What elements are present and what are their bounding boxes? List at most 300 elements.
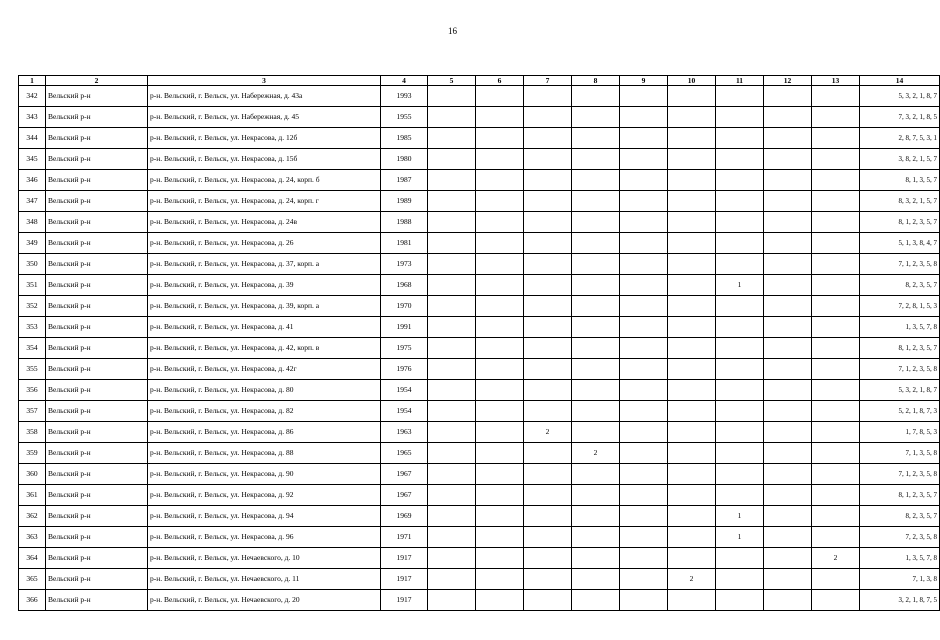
col-6-cell (476, 422, 524, 443)
col-11-cell: 1 (716, 506, 764, 527)
col-12-cell (764, 317, 812, 338)
address-cell: р-н. Вельский, г. Вельск, ул. Некрасова, д. 42г (148, 359, 381, 380)
col-10-cell (668, 338, 716, 359)
col-11-cell (716, 128, 764, 149)
col-13-cell (812, 212, 860, 233)
table-row (19, 338, 940, 359)
col-8-cell (572, 275, 620, 296)
col-7-cell (524, 275, 572, 296)
col-10-cell (668, 422, 716, 443)
col-12-cell (764, 296, 812, 317)
codes-cell: 8, 2, 3, 5, 7 (860, 506, 940, 527)
district-cell: Вельский р-н (46, 296, 148, 317)
codes-cell: 7, 1, 3, 5, 8 (860, 443, 940, 464)
table-row (19, 212, 940, 233)
column-header-5: 5 (428, 76, 476, 86)
table-row (19, 569, 940, 590)
col-13-cell (812, 170, 860, 191)
address-cell: р-н. Вельский, г. Вельск, ул. Нечаевского, д. 11 (148, 569, 381, 590)
address-cell: р-н. Вельский, г. Вельск, ул. Некрасова, д. 24, корп. б (148, 170, 381, 191)
year-cell: 1969 (381, 506, 428, 527)
table-row (19, 86, 940, 107)
col-8-cell (572, 86, 620, 107)
col-8-cell (572, 317, 620, 338)
codes-cell: 7, 1, 2, 3, 5, 8 (860, 464, 940, 485)
col-12-cell (764, 149, 812, 170)
col-10-cell (668, 128, 716, 149)
address-cell: р-н. Вельский, г. Вельск, ул. Некрасова, д. 88 (148, 443, 381, 464)
col-5-cell (428, 149, 476, 170)
col-7-cell (524, 506, 572, 527)
col-9-cell (620, 506, 668, 527)
address-cell: р-н. Вельский, г. Вельск, ул. Некрасова, д. 86 (148, 422, 381, 443)
col-10-cell (668, 590, 716, 611)
col-11-cell (716, 149, 764, 170)
district-cell: Вельский р-н (46, 107, 148, 128)
year-cell: 1954 (381, 401, 428, 422)
year-cell: 1976 (381, 359, 428, 380)
address-cell: р-н. Вельский, г. Вельск, ул. Некрасова, д. 82 (148, 401, 381, 422)
col-8-cell (572, 233, 620, 254)
row-number: 365 (19, 569, 46, 590)
row-number: 347 (19, 191, 46, 212)
row-number: 362 (19, 506, 46, 527)
table-row (19, 191, 940, 212)
year-cell: 1988 (381, 212, 428, 233)
col-13-cell (812, 107, 860, 128)
table-row (19, 590, 940, 611)
col-13-cell (812, 128, 860, 149)
col-12-cell (764, 569, 812, 590)
col-12-cell (764, 191, 812, 212)
col-7-cell (524, 149, 572, 170)
col-6-cell (476, 359, 524, 380)
row-number: 349 (19, 233, 46, 254)
col-6-cell (476, 128, 524, 149)
col-11-cell: 1 (716, 275, 764, 296)
district-cell: Вельский р-н (46, 212, 148, 233)
col-9-cell (620, 548, 668, 569)
col-5-cell (428, 170, 476, 191)
col-6-cell (476, 443, 524, 464)
col-10-cell (668, 275, 716, 296)
codes-cell: 7, 2, 8, 1, 5, 3 (860, 296, 940, 317)
col-13-cell (812, 233, 860, 254)
col-8-cell (572, 296, 620, 317)
col-6-cell (476, 233, 524, 254)
table-row (19, 254, 940, 275)
col-6-cell (476, 212, 524, 233)
col-6-cell (476, 107, 524, 128)
year-cell: 1967 (381, 464, 428, 485)
col-8-cell (572, 107, 620, 128)
district-cell: Вельский р-н (46, 233, 148, 254)
district-cell: Вельский р-н (46, 380, 148, 401)
row-number: 346 (19, 170, 46, 191)
col-8-cell (572, 569, 620, 590)
col-6-cell (476, 275, 524, 296)
col-12-cell (764, 422, 812, 443)
col-6-cell (476, 485, 524, 506)
col-13-cell (812, 506, 860, 527)
col-9-cell (620, 149, 668, 170)
table-row (19, 296, 940, 317)
col-10-cell (668, 380, 716, 401)
col-6-cell (476, 170, 524, 191)
col-11-cell (716, 296, 764, 317)
col-6-cell (476, 569, 524, 590)
col-8-cell (572, 212, 620, 233)
col-8-cell (572, 191, 620, 212)
col-11-cell (716, 359, 764, 380)
col-9-cell (620, 191, 668, 212)
col-11-cell (716, 254, 764, 275)
col-5-cell (428, 128, 476, 149)
col-11-cell (716, 422, 764, 443)
year-cell: 1987 (381, 170, 428, 191)
col-5-cell (428, 338, 476, 359)
col-7-cell: 2 (524, 422, 572, 443)
col-7-cell (524, 170, 572, 191)
codes-cell: 8, 1, 2, 3, 5, 7 (860, 485, 940, 506)
col-13-cell (812, 338, 860, 359)
table-row (19, 548, 940, 569)
codes-cell: 8, 2, 3, 5, 7 (860, 275, 940, 296)
col-10-cell (668, 485, 716, 506)
column-header-8: 8 (572, 76, 620, 86)
row-number: 357 (19, 401, 46, 422)
col-11-cell (716, 212, 764, 233)
codes-cell: 5, 1, 3, 8, 4, 7 (860, 233, 940, 254)
col-11-cell (716, 338, 764, 359)
col-9-cell (620, 128, 668, 149)
col-10-cell: 2 (668, 569, 716, 590)
row-number: 363 (19, 527, 46, 548)
col-5-cell (428, 359, 476, 380)
col-10-cell (668, 254, 716, 275)
codes-cell: 7, 1, 2, 3, 5, 8 (860, 254, 940, 275)
col-11-cell (716, 443, 764, 464)
col-6-cell (476, 401, 524, 422)
col-5-cell (428, 254, 476, 275)
col-6-cell (476, 317, 524, 338)
row-number: 356 (19, 380, 46, 401)
codes-cell: 5, 3, 2, 1, 8, 7 (860, 86, 940, 107)
col-8-cell (572, 380, 620, 401)
col-8-cell (572, 485, 620, 506)
year-cell: 1963 (381, 422, 428, 443)
table-row (19, 275, 940, 296)
row-number: 350 (19, 254, 46, 275)
column-header-11: 11 (716, 76, 764, 86)
col-13-cell (812, 464, 860, 485)
col-9-cell (620, 296, 668, 317)
col-10-cell (668, 506, 716, 527)
col-5-cell (428, 401, 476, 422)
table-row (19, 401, 940, 422)
codes-cell: 1, 3, 5, 7, 8 (860, 548, 940, 569)
col-10-cell (668, 296, 716, 317)
col-5-cell (428, 464, 476, 485)
column-header-7: 7 (524, 76, 572, 86)
address-cell: р-н. Вельский, г. Вельск, ул. Некрасова, д. 37, корп. а (148, 254, 381, 275)
address-cell: р-н. Вельский, г. Вельск, ул. Некрасова, д. 80 (148, 380, 381, 401)
address-cell: р-н. Вельский, г. Вельск, ул. Некрасова, д. 92 (148, 485, 381, 506)
table-row (19, 359, 940, 380)
row-number: 343 (19, 107, 46, 128)
address-cell: р-н. Вельский, г. Вельск, ул. Нечаевского, д. 20 (148, 590, 381, 611)
col-11-cell (716, 170, 764, 191)
col-11-cell (716, 548, 764, 569)
address-cell: р-н. Вельский, г. Вельск, ул. Нечаевского, д. 10 (148, 548, 381, 569)
col-8-cell (572, 401, 620, 422)
table-row (19, 422, 940, 443)
col-12-cell (764, 548, 812, 569)
year-cell: 1980 (381, 149, 428, 170)
col-8-cell (572, 128, 620, 149)
row-number: 360 (19, 464, 46, 485)
address-cell: р-н. Вельский, г. Вельск, ул. Некрасова, д. 24, корп. г (148, 191, 381, 212)
table-row (19, 317, 940, 338)
codes-cell: 1, 3, 5, 7, 8 (860, 317, 940, 338)
table-row (19, 464, 940, 485)
col-9-cell (620, 107, 668, 128)
district-cell: Вельский р-н (46, 527, 148, 548)
table-row (19, 107, 940, 128)
codes-cell: 5, 2, 1, 8, 7, 3 (860, 401, 940, 422)
col-12-cell (764, 233, 812, 254)
col-5-cell (428, 548, 476, 569)
col-5-cell (428, 422, 476, 443)
column-header-3: 3 (148, 76, 381, 86)
table-row (19, 506, 940, 527)
col-5-cell (428, 443, 476, 464)
district-cell: Вельский р-н (46, 338, 148, 359)
col-13-cell (812, 380, 860, 401)
col-8-cell (572, 170, 620, 191)
address-cell: р-н. Вельский, г. Вельск, ул. Некрасова, д. 26 (148, 233, 381, 254)
col-6-cell (476, 86, 524, 107)
col-9-cell (620, 254, 668, 275)
col-10-cell (668, 548, 716, 569)
column-header-14: 14 (860, 76, 940, 86)
year-cell: 1917 (381, 590, 428, 611)
col-11-cell (716, 464, 764, 485)
col-5-cell (428, 296, 476, 317)
address-cell: р-н. Вельский, г. Вельск, ул. Некрасова, д. 24в (148, 212, 381, 233)
col-5-cell (428, 380, 476, 401)
col-8-cell (572, 254, 620, 275)
district-cell: Вельский р-н (46, 443, 148, 464)
year-cell: 1968 (381, 275, 428, 296)
year-cell: 1917 (381, 548, 428, 569)
table-row (19, 149, 940, 170)
col-5-cell (428, 506, 476, 527)
table-body (19, 86, 940, 611)
col-7-cell (524, 296, 572, 317)
row-number: 342 (19, 86, 46, 107)
year-cell: 1965 (381, 443, 428, 464)
col-11-cell (716, 233, 764, 254)
codes-cell: 3, 8, 2, 1, 5, 7 (860, 149, 940, 170)
row-number: 344 (19, 128, 46, 149)
col-8-cell (572, 590, 620, 611)
col-7-cell (524, 401, 572, 422)
col-11-cell (716, 380, 764, 401)
col-5-cell (428, 590, 476, 611)
col-9-cell (620, 338, 668, 359)
col-12-cell (764, 275, 812, 296)
col-7-cell (524, 464, 572, 485)
col-7-cell (524, 527, 572, 548)
district-cell: Вельский р-н (46, 359, 148, 380)
col-5-cell (428, 485, 476, 506)
col-13-cell (812, 149, 860, 170)
district-cell: Вельский р-н (46, 86, 148, 107)
col-13-cell (812, 275, 860, 296)
col-11-cell (716, 485, 764, 506)
col-5-cell (428, 191, 476, 212)
col-6-cell (476, 380, 524, 401)
col-9-cell (620, 275, 668, 296)
col-13-cell (812, 527, 860, 548)
col-6-cell (476, 464, 524, 485)
col-6-cell (476, 254, 524, 275)
col-12-cell (764, 359, 812, 380)
col-13-cell (812, 86, 860, 107)
col-7-cell (524, 359, 572, 380)
header-row (19, 76, 940, 86)
table-row (19, 380, 940, 401)
col-9-cell (620, 401, 668, 422)
codes-cell: 7, 2, 3, 5, 8 (860, 527, 940, 548)
codes-cell: 7, 1, 2, 3, 5, 8 (860, 359, 940, 380)
table-row (19, 128, 940, 149)
row-number: 351 (19, 275, 46, 296)
district-cell: Вельский р-н (46, 317, 148, 338)
col-7-cell (524, 128, 572, 149)
col-7-cell (524, 233, 572, 254)
district-cell: Вельский р-н (46, 590, 148, 611)
district-cell: Вельский р-н (46, 275, 148, 296)
col-13-cell (812, 359, 860, 380)
row-number: 354 (19, 338, 46, 359)
housing-register-table (18, 75, 940, 611)
col-6-cell (476, 338, 524, 359)
row-number: 352 (19, 296, 46, 317)
col-12-cell (764, 527, 812, 548)
col-10-cell (668, 149, 716, 170)
address-cell: р-н. Вельский, г. Вельск, ул. Некрасова, д. 39 (148, 275, 381, 296)
year-cell: 1973 (381, 254, 428, 275)
district-cell: Вельский р-н (46, 464, 148, 485)
codes-cell: 5, 3, 2, 1, 8, 7 (860, 380, 940, 401)
codes-cell: 8, 1, 2, 3, 5, 7 (860, 338, 940, 359)
col-7-cell (524, 485, 572, 506)
col-13-cell (812, 590, 860, 611)
col-9-cell (620, 590, 668, 611)
col-5-cell (428, 233, 476, 254)
district-cell: Вельский р-н (46, 170, 148, 191)
address-cell: р-н. Вельский, г. Вельск, ул. Некрасова, д. 39, корп. а (148, 296, 381, 317)
row-number: 364 (19, 548, 46, 569)
district-cell: Вельский р-н (46, 485, 148, 506)
col-10-cell (668, 170, 716, 191)
col-12-cell (764, 401, 812, 422)
col-9-cell (620, 170, 668, 191)
district-cell: Вельский р-н (46, 254, 148, 275)
column-header-2: 2 (46, 76, 148, 86)
district-cell: Вельский р-н (46, 401, 148, 422)
district-cell: Вельский р-н (46, 506, 148, 527)
col-6-cell (476, 191, 524, 212)
col-6-cell (476, 149, 524, 170)
col-12-cell (764, 128, 812, 149)
col-13-cell (812, 401, 860, 422)
address-cell: р-н. Вельский, г. Вельск, ул. Некрасова, д. 12б (148, 128, 381, 149)
column-header-4: 4 (381, 76, 428, 86)
col-11-cell (716, 191, 764, 212)
col-12-cell (764, 107, 812, 128)
col-11-cell (716, 317, 764, 338)
row-number: 366 (19, 590, 46, 611)
table-row (19, 170, 940, 191)
table-row (19, 485, 940, 506)
col-12-cell (764, 254, 812, 275)
col-9-cell (620, 464, 668, 485)
col-6-cell (476, 296, 524, 317)
col-5-cell (428, 212, 476, 233)
col-8-cell (572, 359, 620, 380)
col-10-cell (668, 107, 716, 128)
address-cell: р-н. Вельский, г. Вельск, ул. Некрасова, д. 15б (148, 149, 381, 170)
row-number: 345 (19, 149, 46, 170)
column-header-1: 1 (19, 76, 46, 86)
year-cell: 1981 (381, 233, 428, 254)
col-13-cell (812, 443, 860, 464)
codes-cell: 8, 1, 2, 3, 5, 7 (860, 212, 940, 233)
col-10-cell (668, 191, 716, 212)
row-number: 358 (19, 422, 46, 443)
codes-cell: 7, 1, 3, 8 (860, 569, 940, 590)
col-10-cell (668, 86, 716, 107)
col-13-cell (812, 254, 860, 275)
col-9-cell (620, 317, 668, 338)
col-9-cell (620, 212, 668, 233)
address-cell: р-н. Вельский, г. Вельск, ул. Некрасова, д. 96 (148, 527, 381, 548)
col-12-cell (764, 212, 812, 233)
col-5-cell (428, 107, 476, 128)
codes-cell: 8, 1, 3, 5, 7 (860, 170, 940, 191)
col-8-cell (572, 149, 620, 170)
col-10-cell (668, 443, 716, 464)
col-7-cell (524, 443, 572, 464)
col-5-cell (428, 275, 476, 296)
col-12-cell (764, 506, 812, 527)
col-12-cell (764, 170, 812, 191)
table-row (19, 527, 940, 548)
year-cell: 1954 (381, 380, 428, 401)
address-cell: р-н. Вельский, г. Вельск, ул. Набережная, д. 43а (148, 86, 381, 107)
year-cell: 1989 (381, 191, 428, 212)
page-number: 16 (448, 26, 457, 36)
col-8-cell (572, 422, 620, 443)
col-7-cell (524, 590, 572, 611)
col-9-cell (620, 233, 668, 254)
year-cell: 1985 (381, 128, 428, 149)
row-number: 355 (19, 359, 46, 380)
table-header (19, 76, 940, 86)
